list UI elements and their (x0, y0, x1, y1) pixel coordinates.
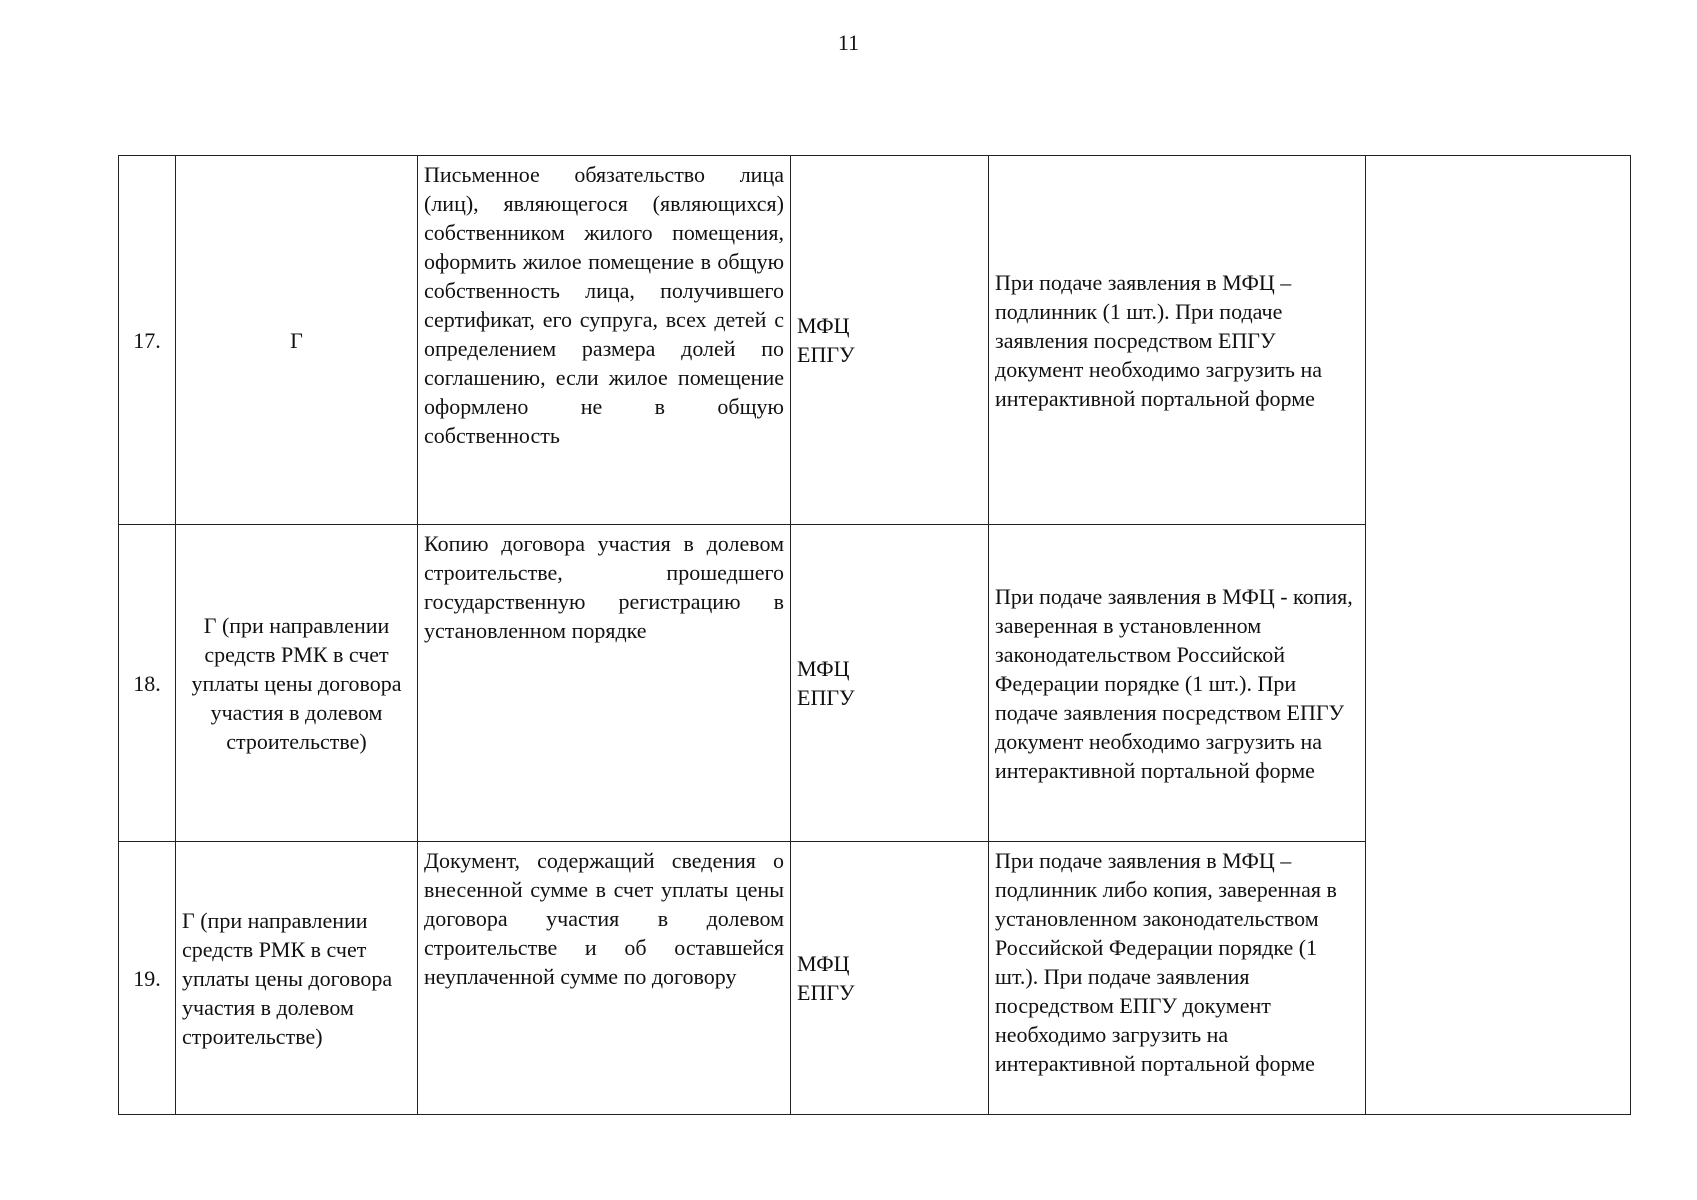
documents-table (118, 155, 1631, 1115)
submission-method: МФЦ ЕПГУ (791, 156, 989, 525)
row-number: 17. (119, 156, 176, 525)
empty-column (1366, 156, 1631, 1115)
submission-note: При подаче заявления в МФЦ – подлинник либо копия, заверенная в установленном законодательством Российской Федерации порядке (1 шт.). При подаче заявления посредством ЕПГУ документ необходимо загрузить на интерактивной портальной форме (989, 842, 1366, 1115)
page-number: 11 (837, 30, 860, 55)
document-description: Копию договора участия в долевом строительстве, прошедшего государственную регистрацию в установленном порядке (418, 525, 791, 842)
table-row (119, 156, 1631, 525)
submission-note: При подаче заявления в МФЦ - копия, заверенная в установленном законодательством Российской Федерации порядке (1 шт.). При подаче заявления посредством ЕПГУ документ необходимо загрузить на интерактивной портальной форме (989, 525, 1366, 842)
applicant-category: Г (при направлении средств РМК в счет уплаты цены договора участия в долевом строительстве) (176, 525, 418, 842)
submission-method: МФЦ ЕПГУ (791, 525, 989, 842)
submission-method: МФЦ ЕПГУ (791, 842, 989, 1115)
applicant-category: Г (при направлении средств РМК в счет уплаты цены договора участия в долевом строительстве) (176, 842, 418, 1115)
document-description: Документ, содержащий сведения о внесенной сумме в счет уплаты цены договора участия в долевом строительстве и об оставшейся неуплаченной сумме по договору (418, 842, 791, 1115)
submission-note: При подаче заявления в МФЦ – подлинник (1 шт.). При подаче заявления посредством ЕПГУ документ необходимо загрузить на интерактивной портальной форме (989, 156, 1366, 525)
row-number: 18. (119, 525, 176, 842)
document-description: Письменное обязательство лица (лиц), являющегося (являющихся) собственником жилого помещения, оформить жилое помещение в общую собственность лица, получившего сертификат, его супруга, всех детей с определением размера долей по соглашению, если жилое помещение оформлено не в общую собственность (418, 156, 791, 525)
row-number: 19. (119, 842, 176, 1115)
applicant-category: Г (176, 156, 418, 525)
